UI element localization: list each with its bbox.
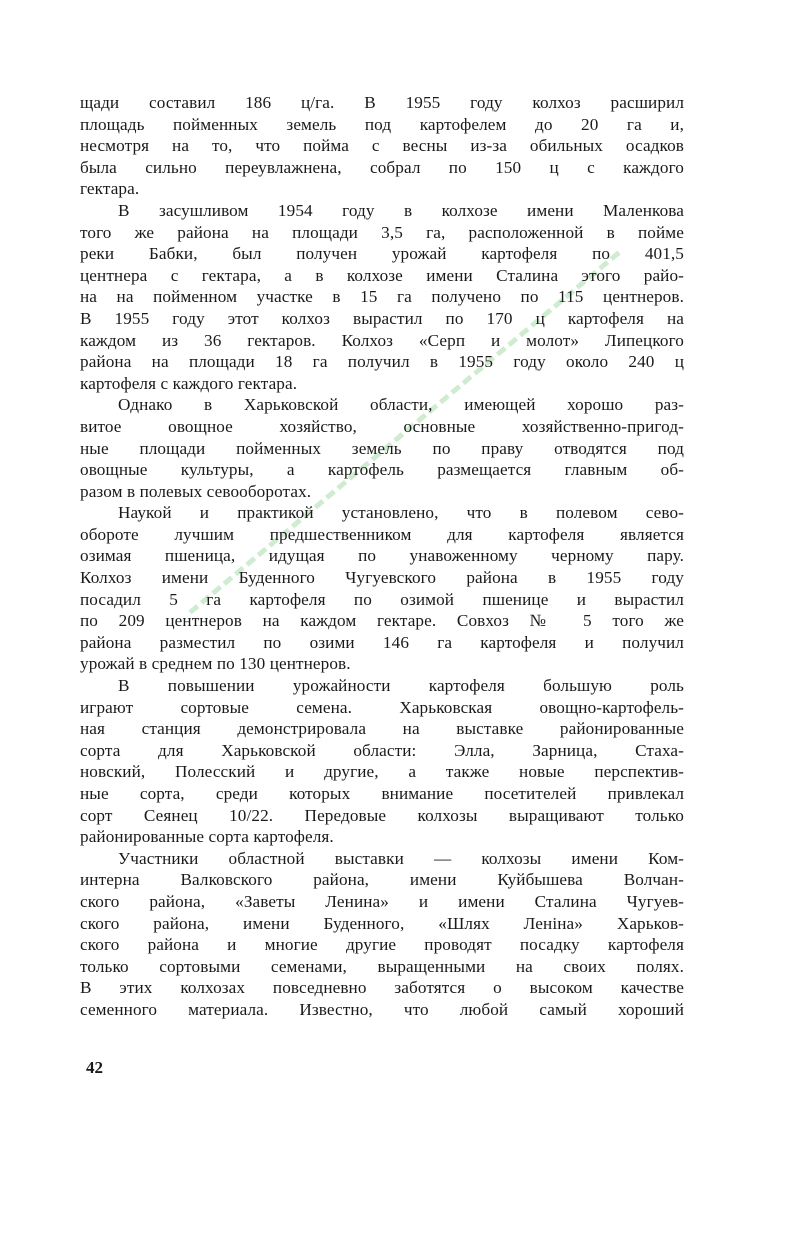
- text-line: В повышении урожайности картофеля большую роль: [118, 676, 684, 696]
- text-line: была сильно переувлажнена, собрал по 150 ц с каждого: [80, 157, 684, 177]
- text-line: озимая пшеница, идущая по унавоженному черному пару.: [80, 546, 684, 566]
- text-line: В 1955 году этот колхоз вырастил по 170 ц картофеля на: [80, 308, 684, 328]
- text-line: того же района на площади 3,5 га, расположенной в пойме: [80, 222, 684, 242]
- text-line: В засушливом 1954 году в колхозе имени Маленкова: [118, 200, 684, 220]
- text-line: Колхоз имени Буденного Чугуевского района в 1955 году: [80, 568, 684, 588]
- text-line: ского района, «Заветы Ленина» и имени Сталина Чугуев-: [80, 891, 684, 911]
- text-line: играют сортовые семена. Харьковская овощно-картофель-: [80, 697, 684, 717]
- text-line: ные площади пойменных земель по праву отводятся под: [80, 438, 684, 458]
- text-line: ского района, имени Буденного, «Шлях Ленiна» Харьков-: [80, 913, 684, 933]
- text-line: районированные сорта картофеля.: [80, 827, 334, 847]
- text-line: гектара.: [80, 179, 140, 199]
- text-line: новский, Полесский и другие, а также новые перспектив-: [80, 762, 684, 782]
- text-line: урожай в среднем по 130 центнеров.: [80, 654, 351, 674]
- text-line: только сортовыми семенами, выращенными на своих полях.: [80, 956, 684, 976]
- text-line: несмотря на то, что пойма с весны из-за обильных осадков: [80, 136, 684, 156]
- text-line: центнера с гектара, а в колхозе имени Сталина этого райо-: [80, 265, 684, 285]
- text-line: картофеля с каждого гектара.: [80, 373, 298, 393]
- text-line: по 209 центнеров на каждом гектаре. Совхоз № 5 того же: [80, 611, 684, 631]
- text-line: обороте лучшим предшественником для картофеля является: [80, 524, 684, 544]
- text-line: района на площади 18 га получил в 1955 году около 240 ц: [80, 352, 684, 372]
- text-line: посадил 5 га картофеля по озимой пшенице и вырастил: [80, 589, 684, 609]
- text-line: витое овощное хозяйство, основные хозяйственно-пригод-: [80, 416, 684, 436]
- page-text-body: [80, 92, 684, 1021]
- page-number: 42: [86, 1058, 103, 1077]
- text-line: семенного материала. Известно, что любой самый хороший: [80, 999, 684, 1019]
- text-line: ная станция демонстрировала на выставке районированные: [80, 719, 684, 739]
- text-line: ского района и многие другие проводят посадку картофеля: [80, 935, 684, 955]
- text-line: Однако в Харьковской области, имеющей хорошо раз-: [118, 395, 684, 415]
- text-line: Наукой и практикой установлено, что в полевом сево-: [118, 503, 684, 523]
- text-line: района разместил по озими 146 га картофеля и получил: [80, 632, 684, 652]
- text-line: на на пойменном участке в 15 га получено по 115 центнеров.: [80, 287, 684, 307]
- text-line: площадь пойменных земель под картофелем до 20 га и,: [80, 114, 684, 134]
- text-line: сорт Сеянец 10/22. Передовые колхозы выращивают только: [80, 805, 684, 825]
- text-line: сорта для Харьковской области: Элла, Зарница, Стаха-: [80, 740, 684, 760]
- text-line: овощные культуры, а картофель размещается главным об-: [80, 460, 684, 480]
- text-line: В этих колхозах повседневно заботятся о высоком качестве: [80, 978, 684, 998]
- text-line: интерна Валковского района, имени Куйбышева Волчан-: [80, 870, 684, 890]
- text-line: разом в полевых севооборотах.: [80, 481, 312, 501]
- text-line: щади составил 186 ц/га. В 1955 году колхоз расширил: [80, 93, 684, 112]
- text-line: ные сорта, среди которых внимание посетителей привлекал: [80, 784, 684, 803]
- text-line: реки Бабки, был получен урожай картофеля по 401,5: [80, 244, 684, 264]
- text-line: Участники областной выставки — колхозы имени Ком-: [118, 848, 684, 868]
- text-line: каждом из 36 гектаров. Колхоз «Серп и молот» Липецкого: [80, 330, 684, 350]
